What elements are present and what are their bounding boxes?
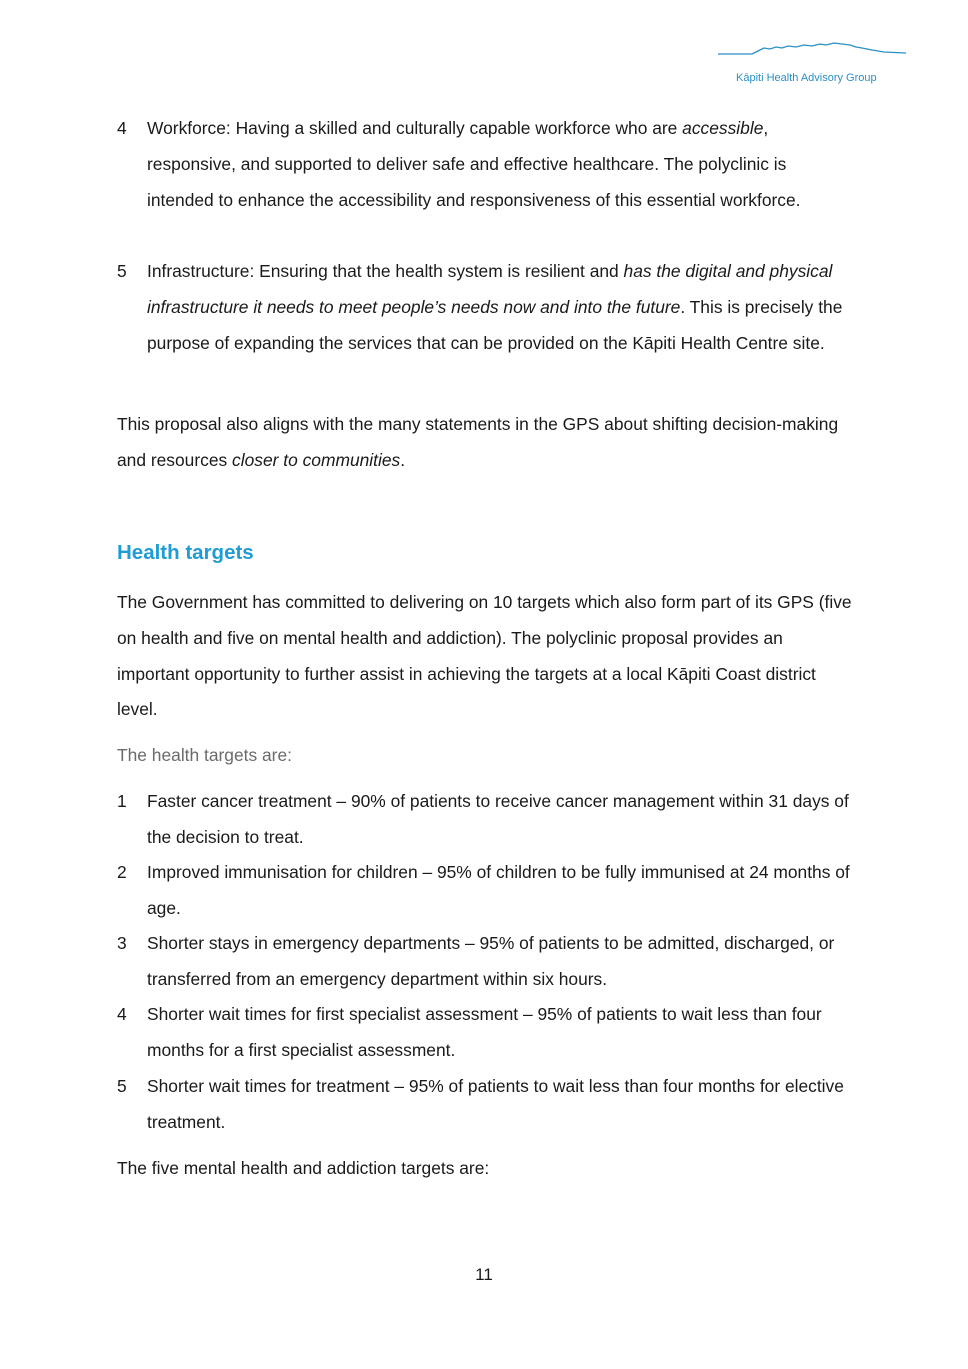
text-segment: , responsive, and supported to deliver safe and effective healthcare. The polyclinic is intended to enhance the accessibility and responsiveness of this essential workforce.: [147, 118, 801, 210]
org-name: Kāpiti Health Advisory Group: [736, 72, 877, 84]
pillar-item: [117, 254, 857, 361]
list-text: Shorter wait times for treatment – 95% of patients to wait less than four months for elective treatment.: [147, 1076, 844, 1132]
list-text: Shorter stays in emergency departments – 95% of patients to be admitted, discharged, or transferred from an emergency department within six hours.: [147, 933, 835, 989]
list-text: Improved immunisation for children – 95% of children to be fully immunised at 24 months of age.: [147, 862, 850, 918]
text-segment: Infrastructure: Ensuring that the health system is resilient and: [147, 261, 624, 281]
target-item: [117, 997, 857, 1069]
list-number: 4: [117, 1004, 127, 1024]
list-text: Shorter wait times for first specialist assessment – 95% of patients to wait less than four months for a first specialist assessment.: [147, 1004, 822, 1060]
text-segment: .: [400, 449, 406, 470]
list-text: [147, 254, 857, 361]
text-segment-italic: accessible: [682, 118, 764, 138]
text-segment: . This is precisely the purpose of expanding the services that can be provided on the Kāpiti Health Centre site.: [147, 296, 843, 353]
list-number: 4: [117, 118, 127, 138]
target-item: [117, 855, 857, 927]
header-logo: [716, 38, 908, 90]
page-number: 11: [475, 1265, 493, 1284]
mental-health-lead: The five mental health and addiction targets are:: [117, 1158, 490, 1178]
list-text: Faster cancer treatment – 90% of patients to receive cancer management within 31 days of the decision to treat.: [147, 791, 849, 847]
list-number: 2: [117, 862, 127, 882]
targets-lead: The health targets are:: [117, 745, 292, 765]
target-item: [117, 1069, 857, 1141]
text-segment: This proposal also aligns with the many statements in the GPS about shifting decision-making and resources: [117, 414, 839, 470]
text-segment-italic: has the digital and physical infrastructure it needs to meet people’s needs now and into the future: [147, 261, 833, 317]
list-number: 1: [117, 791, 127, 811]
section-heading: Health targets: [117, 541, 254, 564]
text-segment: Workforce: Having a skilled and culturally capable workforce who are: [147, 118, 683, 138]
list-text: [147, 111, 857, 218]
closing-paragraph: [117, 407, 857, 479]
list-number: 5: [117, 1076, 127, 1096]
pillar-item: [117, 111, 857, 218]
target-item: [117, 784, 857, 856]
mountain-line-icon: [716, 38, 908, 68]
target-item: [117, 926, 857, 998]
text-segment-italic: closer to communities: [232, 449, 401, 470]
list-number: 5: [117, 261, 127, 281]
list-number: 3: [117, 933, 127, 953]
intro-paragraph: The Government has committed to delivering on 10 targets which also form part of its GPS (five on health and five on mental health and addiction). The polyclinic proposal provides an important opportunity to further assist in achieving the targets at a local Kāpiti Coast district level.: [117, 592, 852, 720]
